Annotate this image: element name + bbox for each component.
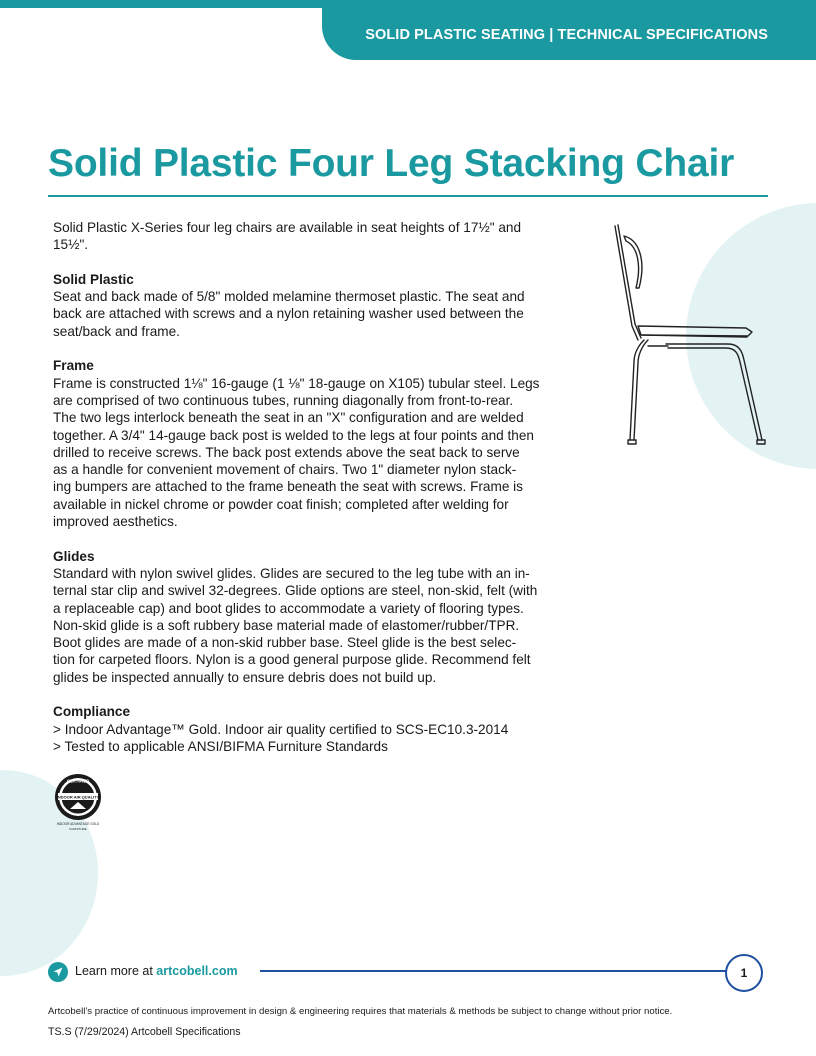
section-line: drilled to receive screws. The back post extends above the seat back to serve (53, 444, 520, 460)
section-line: back are attached with screws and a nylon retaining washer used between the (53, 306, 524, 322)
header-label: SOLID PLASTIC SEATING | TECHNICAL SPECIFICATIONS (365, 27, 768, 43)
navigation-arrow-icon (48, 962, 68, 982)
section-line: Non-skid glide is a soft rubbery base material made of elastomer/rubber/TPR. (53, 617, 520, 633)
learn-more-text (75, 964, 238, 978)
badge-band-text: INDOOR AIR QUALITY (56, 794, 100, 800)
document-reference: TS.S (7/29/2024) Artcobell Specifications (48, 1026, 241, 1038)
section-line: ing bumpers are attached to the frame beneath the seat with screws. Frame is (53, 479, 523, 495)
chair-illustration (608, 222, 778, 452)
page-title: Solid Plastic Four Leg Stacking Chair (48, 142, 735, 185)
intro-line-2: 15½". (53, 237, 89, 253)
badge-top-text: CERTIFIED (66, 778, 90, 784)
section-line: Seat and back made of 5/8" molded melamine thermoset plastic. The seat and (53, 289, 525, 305)
footer-divider (260, 970, 726, 972)
intro-line-1: Solid Plastic X-Series four leg chairs are available in seat heights of 17½" and (53, 220, 522, 235)
title-divider (48, 195, 768, 197)
section-line: together. A 3/4" 14-gauge back post is welded to the legs at four points and then (53, 427, 534, 443)
section-line: Boot glides are made of a non-skid rubber base. Steel glide is the best selec- (53, 635, 517, 651)
section-line: improved aesthetics. (53, 514, 178, 530)
section-line: glides be inspected annually to ensure debris does not build up. (53, 669, 437, 685)
section-line: a replaceable cap) and boot glides to accommodate a variety of flooring types. (53, 600, 524, 616)
compliance-item: > Tested to applicable ANSI/BIFMA Furniture Standards (53, 738, 388, 754)
compliance-item: > Indoor Advantage™ Gold. Indoor air quality certified to SCS-EC10.3-2014 (53, 721, 509, 737)
section-line: are comprised of two continuous tubes, running diagonally from front-to-rear. (53, 392, 514, 408)
section-heading-frame: Frame (53, 358, 94, 374)
section-line: available in nickel chrome or powder coat finish; completed after welding for (53, 496, 509, 512)
section-line: tion for carpeted floors. Nylon is a good general purpose glide. Recommend felt (53, 652, 531, 668)
section-line: as a handle for convenient movement of chairs. Two 1" diameter nylon stack- (53, 462, 517, 478)
learn-more-prefix: Learn more at (75, 964, 157, 978)
page-number: 1 (725, 954, 763, 992)
section-heading-glides: Glides (53, 548, 95, 564)
section-heading-compliance: Compliance (53, 704, 131, 720)
indoor-advantage-gold-badge (50, 773, 106, 833)
disclaimer-text: Artcobell’s practice of continuous improvement in design & engineering requires that materials & methods be subject to change without prior notice. (48, 1006, 673, 1017)
section-heading-solid-plastic: Solid Plastic (53, 271, 134, 287)
badge-caption-1: INDOOR ADVANTAGE GOLD (56, 822, 100, 826)
section-line: seat/back and frame. (53, 323, 180, 339)
badge-caption-2: FURNITURE (69, 827, 87, 831)
section-line: Standard with nylon swivel glides. Glides are secured to the leg tube with an in- (53, 565, 530, 581)
website-link[interactable]: artcobell.com (156, 964, 238, 978)
section-line: The two legs interlock beneath the seat in an "X" configuration and are welded (53, 410, 524, 426)
spec-content (53, 219, 573, 755)
header-band (0, 0, 816, 60)
section-line: ternal star clip and swivel 32-degrees. Glide options are steel, non-skid, felt (with (53, 583, 538, 599)
section-line: Frame is constructed 1⅛" 16-gauge (1 ⅛" 18-gauge on X105) tubular steel. Legs (53, 375, 540, 391)
